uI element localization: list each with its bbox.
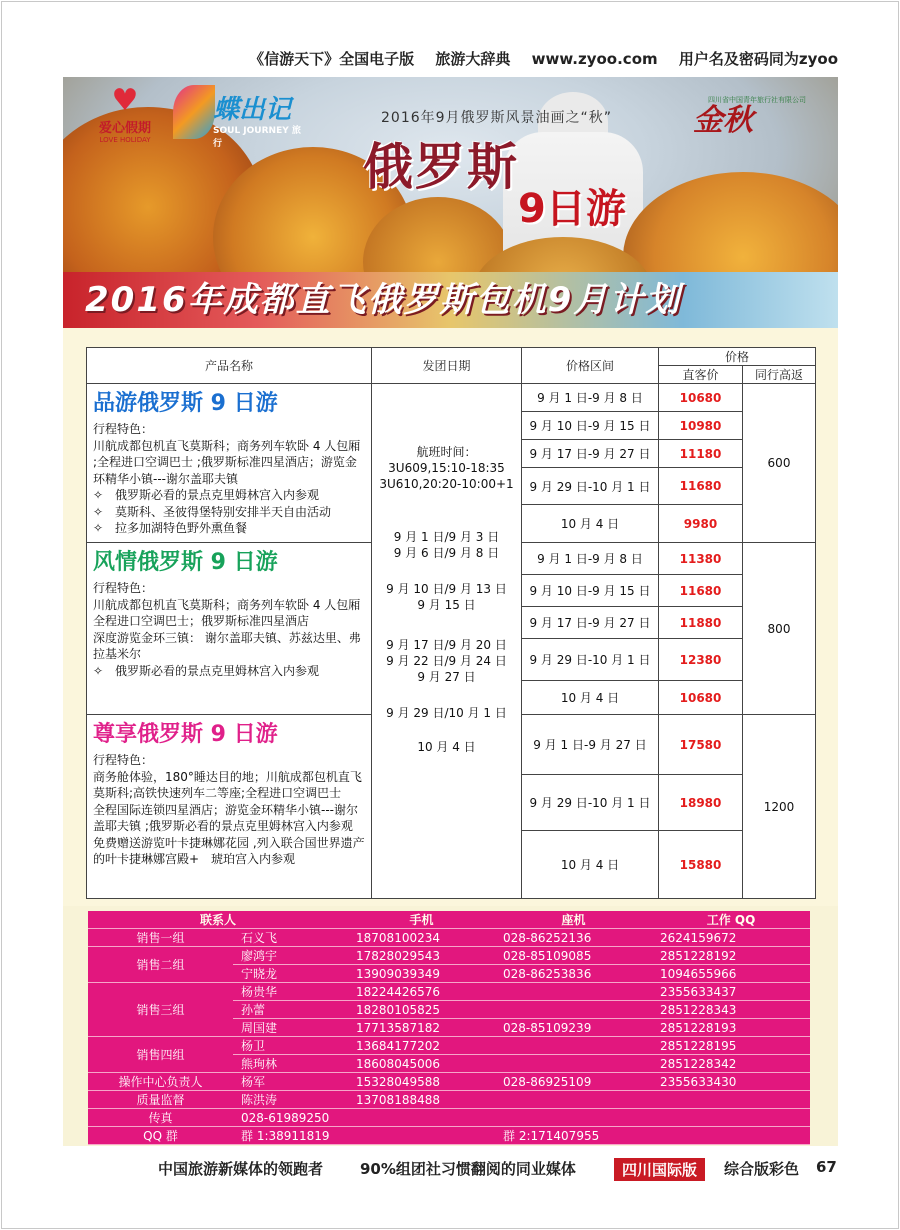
product-1-line: ✧ 俄罗斯必看的景点克里姆林宫入内参观 [93,488,320,502]
product-3-line: 全程国际连锁四星酒店；游览金环精华小镇---谢尔盖耶夫镇 ;俄罗斯必看的景点克里姆林宫入内参观 [93,802,358,833]
contact-mobile[interactable]: 15328049588 [348,1073,495,1091]
direct-price: 10680 [659,384,743,412]
contact-name: 廖鸿宇 [233,947,348,965]
qq-group-label: QQ 群 [88,1127,233,1145]
contact-mobile[interactable]: 18708100234 [348,929,495,947]
contact-name: 孙蕾 [233,1001,348,1019]
contact-phone[interactable]: 028-86253836 [495,965,652,983]
agent-rebate: 600 [743,384,816,543]
header-range: 价格区间 [522,348,659,384]
banner-title: 俄罗斯 [363,138,519,196]
contact-phone[interactable] [495,1001,652,1019]
contact-name: 石义飞 [233,929,348,947]
soul-journey-logo [173,85,303,149]
agent-rebate: 1200 [743,715,816,899]
sales-group: 销售一组 [88,929,233,947]
sales-group: 质量监督 [88,1091,233,1109]
header-price: 价格 [659,348,816,366]
header-agent: 同行高返 [743,366,816,384]
date-range: 9 月 1 日-9 月 8 日 [522,384,659,412]
product-2-line: ✧ 俄罗斯必看的景点克里姆林宫入内参观 [93,663,320,678]
product-1-line: 川航成都包机直飞莫斯科；商务列车软卧 4 人包厢 ;全程进口空调巴士 ;俄罗斯标准四星酒店；游览金环精华小镇---谢尔盖耶夫镇 [93,438,361,486]
price-table [86,347,816,899]
contact-qq[interactable]: 2851228195 [652,1037,810,1055]
header-phone: 座机 [495,911,652,929]
top-header [0,48,900,74]
contact-table [88,911,810,1145]
direct-price: 11380 [659,543,743,575]
banner-autumn-calligraphy: 金秋 [693,103,753,138]
dictionary-label: 旅游大辞典 [435,50,511,68]
product-2-line: 深度游览金环三镇： 谢尔盖耶夫镇、苏兹达里、弗拉基米尔 [93,630,361,661]
contact-row [88,929,810,947]
contact-name: 宁晓龙 [233,965,348,983]
page-number: 67 [816,1158,837,1176]
departure-date: 9 月 10 日/9 月 13 日 [386,582,507,596]
contact-name: 周国建 [233,1019,348,1037]
product-2-cell [87,543,372,715]
contact-phone[interactable] [495,983,652,1001]
website-link[interactable]: www.zyoo.com [531,50,658,68]
date-range: 10 月 4 日 [522,681,659,715]
direct-price: 11680 [659,468,743,505]
header-direct: 直客价 [659,366,743,384]
departure-date: 9 月 22 日/9 月 24 日 [386,654,507,668]
product-1-line: 行程特色： [93,422,154,436]
contact-phone[interactable]: 028-86252136 [495,929,652,947]
contact-mobile[interactable]: 17713587182 [348,1019,495,1037]
contact-mobile[interactable]: 13909039349 [348,965,495,983]
departure-date: 9 月 27 日 [417,670,476,684]
contact-qq[interactable]: 2624159672 [652,929,810,947]
contact-phone[interactable]: 028-85109085 [495,947,652,965]
logo1-en: LOVE HOLIDAY [99,136,151,144]
departure-date: 9 月 1 日/9 月 3 日 [393,530,500,544]
departure-date: 9 月 29 日/10 月 1 日 [386,706,507,720]
product-2-name: 风情俄罗斯 9 日游 [93,550,278,575]
contact-name: 杨贵华 [233,983,348,1001]
itinerary-section [63,328,838,906]
contact-mobile[interactable]: 18224426576 [348,983,495,1001]
product-3-line: 行程特色： [93,753,154,767]
date-range: 9 月 29 日-10 月 1 日 [522,775,659,831]
page-footer [0,1158,900,1182]
contact-row [88,983,810,1001]
contact-mobile[interactable]: 13684177202 [348,1037,495,1055]
direct-price: 11680 [659,575,743,607]
footer-slogan-2: 90%组团社习惯翻阅的同业媒体 [360,1160,576,1178]
contact-qq[interactable]: 2851228342 [652,1055,810,1073]
flight-outbound: 3U609,15:10-18:35 [388,461,505,475]
qq-group-1[interactable]: 群 1:38911819 [233,1127,495,1145]
contact-section [63,906,838,1146]
flight-return: 3U610,20:20-10:00+1 [379,477,514,491]
header-contact: 联系人 [88,911,348,929]
contact-qq[interactable] [652,1091,810,1109]
contact-qq[interactable]: 2355633437 [652,983,810,1001]
contact-row [88,947,810,965]
banner-title-days: 9日游 [518,186,626,232]
contact-phone[interactable]: 028-85109239 [495,1019,652,1037]
direct-price: 10680 [659,681,743,715]
direct-price: 18980 [659,775,743,831]
direct-price: 12380 [659,639,743,681]
logo2-name: 蝶出记 [213,95,292,125]
header-departure: 发团日期 [372,348,522,384]
qq-group-row [88,1127,810,1145]
contact-phone[interactable] [495,1091,652,1109]
direct-price: 10980 [659,412,743,440]
logo2-en: SOUL JOURNEY 旅行 [213,126,301,149]
header-mobile: 手机 [348,911,495,929]
sales-group: 销售三组 [88,983,233,1037]
contact-row [88,1037,810,1055]
product-3-line: 商务舱体验，180°睡达目的地；川航成都包机直飞莫斯科;高铁快速列车二等座;全程进口空调巴士 [93,769,362,800]
date-range: 9 月 17 日-9 月 27 日 [522,440,659,468]
publication-title: 《信游天下》全国电子版 [249,50,415,68]
departure-date: 9 月 15 日 [417,598,476,612]
contact-qq[interactable]: 2851228192 [652,947,810,965]
product-2-line: 川航成都包机直飞莫斯科；商务列车软卧 4 人包厢 [93,597,361,612]
product-3-line: 免费赠送游览叶卡捷琳娜花园 ,列入联合国世界遗产的叶卡捷琳娜宫殿+ 琥珀宫入内参观 [93,835,365,866]
contact-qq[interactable]: 2355633430 [652,1073,810,1091]
logo1-name: 爱心假期 [98,121,151,136]
product-2-line: 行程特色： [93,581,154,595]
header-product: 产品名称 [87,348,372,384]
date-range: 9 月 10 日-9 月 15 日 [522,412,659,440]
love-holiday-logo [85,85,165,149]
footer-slogan-1: 中国旅游新媒体的领跑者 [158,1160,324,1178]
page-headline: 2016年成都直飞俄罗斯包机9月计划 [63,272,838,328]
product-1-line: ✧ 拉多加湖特色野外熏鱼餐 [93,521,248,535]
contact-row [88,1073,810,1091]
direct-price: 15880 [659,831,743,899]
contact-qq[interactable]: 2851228193 [652,1019,810,1037]
product-3-name: 尊享俄罗斯 9 日游 [93,722,278,747]
qq-group-2[interactable]: 群 2:171407955 [495,1127,810,1145]
contact-row [88,1091,810,1109]
departure-date: 10 月 4 日 [417,740,476,754]
contact-phone[interactable] [495,1055,652,1073]
agency-logo-text: 四川省中国青年旅行社有限公司 [708,96,806,104]
direct-price: 11180 [659,440,743,468]
contact-phone[interactable]: 028-86925109 [495,1073,652,1091]
departure-cell [372,384,522,899]
fax-number[interactable]: 028-61989250 [233,1109,810,1127]
date-range: 9 月 29 日-10 月 1 日 [522,639,659,681]
heart-icon: ♥ [111,83,139,118]
date-range: 10 月 4 日 [522,505,659,543]
contact-qq[interactable]: 1094655966 [652,965,810,983]
edition-badge: 四川国际版 [614,1158,705,1181]
product-1-name: 品游俄罗斯 9 日游 [93,391,278,416]
direct-price: 11880 [659,607,743,639]
sales-group: 销售二组 [88,947,233,983]
contact-header-row [88,911,810,929]
contact-mobile[interactable]: 18608045006 [348,1055,495,1073]
product-1-line: ✧ 莫斯科、圣彼得堡特别安排半天自由活动 [93,504,332,519]
banner-subtitle: 2016年9月俄罗斯风景油画之“秋” [381,110,613,126]
fax-label: 传真 [88,1109,233,1127]
sales-group: 操作中心负责人 [88,1073,233,1091]
header-qq: 工作 QQ [652,911,810,929]
date-range: 9 月 29 日-10 月 1 日 [522,468,659,505]
contact-mobile[interactable]: 18280105825 [348,1001,495,1019]
contact-qq[interactable]: 2851228343 [652,1001,810,1019]
product-1-cell [87,384,372,543]
date-range: 9 月 1 日-9 月 8 日 [522,543,659,575]
contact-name: 杨军 [233,1073,348,1091]
contact-name: 熊珣林 [233,1055,348,1073]
departure-date: 9 月 17 日/9 月 20 日 [386,638,507,652]
direct-price: 9980 [659,505,743,543]
date-range: 9 月 1 日-9 月 27 日 [522,715,659,775]
sales-group: 销售四组 [88,1037,233,1073]
section-label: 综合版彩色 [724,1160,800,1178]
product-2-line: 全程进口空调巴士；俄罗斯标准四星酒店 [93,614,310,628]
departure-date: 9 月 6 日/9 月 8 日 [393,546,500,560]
contact-mobile[interactable]: 17828029543 [348,947,495,965]
contact-name: 杨卫 [233,1037,348,1055]
butterfly-icon [173,85,215,139]
login-hint: 用户名及密码同为zyoo [678,50,838,68]
direct-price: 17580 [659,715,743,775]
contact-phone[interactable] [495,1037,652,1055]
contact-name: 陈洪涛 [233,1091,348,1109]
date-range: 10 月 4 日 [522,831,659,899]
agent-rebate: 800 [743,543,816,715]
date-range: 9 月 10 日-9 月 15 日 [522,575,659,607]
fax-row [88,1109,810,1127]
product-3-cell [87,715,372,899]
contact-mobile[interactable]: 13708188488 [348,1091,495,1109]
date-range: 9 月 17 日-9 月 27 日 [522,607,659,639]
flight-label: 航班时间： [416,445,477,459]
